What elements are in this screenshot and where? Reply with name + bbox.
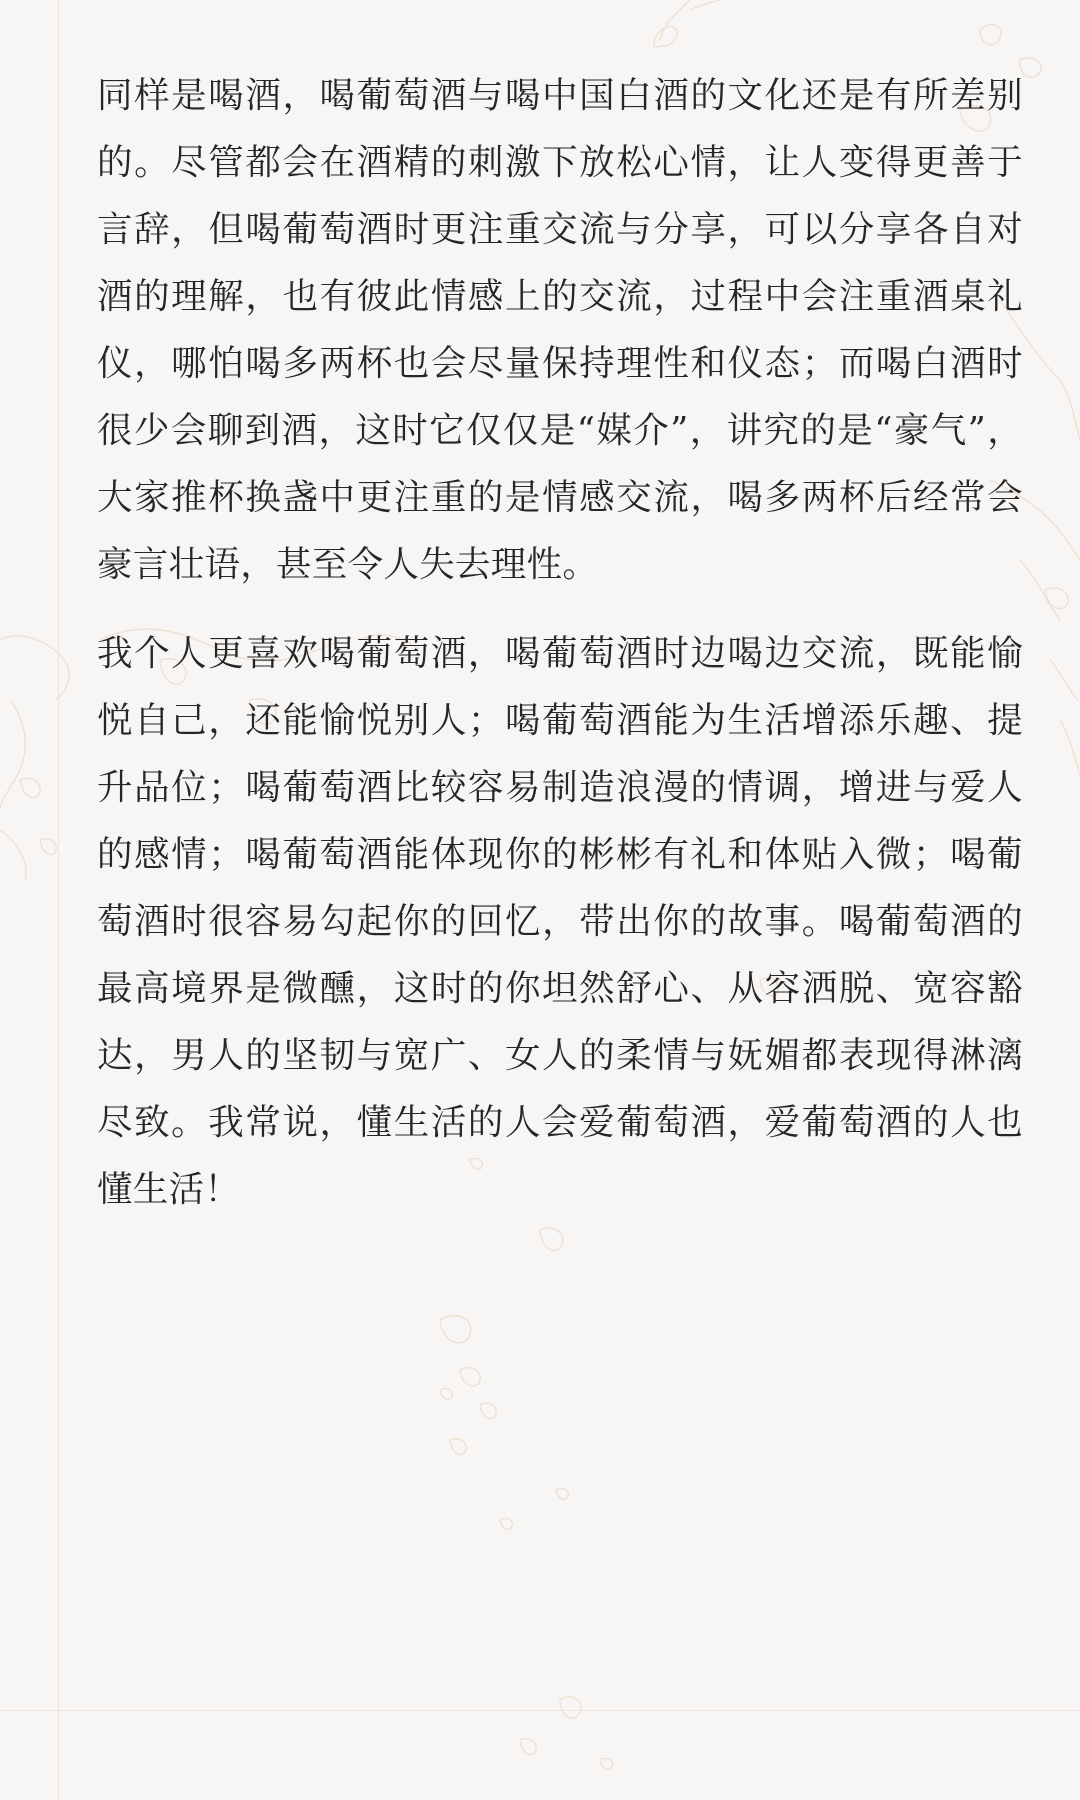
article-body [97, 62, 1023, 1245]
left-margin-line [58, 0, 59, 1800]
paragraph-2: 我个人更喜欢喝葡萄酒，喝葡萄酒时边喝边交流，既能愉悦自己，还能愉悦别人；喝葡萄酒能为生活增添乐趣、提升品位；喝葡萄酒比较容易制造浪漫的情调，增进与爱人的感情；喝葡萄酒能体现你的彬彬有礼和体贴入微；喝葡萄酒时很容易勾起你的回忆，带出你的故事。喝葡萄酒的最高境界是微醺，这时的你坦然舒心、从容洒脱、宽容豁达，男人的坚韧与宽广、女人的柔情与妩媚都表现得淋漓尽致。我常说，懂生活的人会爱葡萄酒，爱葡萄酒的人也懂生活！ [97, 633, 1023, 1210]
paragraph-1: 同样是喝酒，喝葡萄酒与喝中国白酒的文化还是有所差别的。尽管都会在酒精的刺激下放松心情，让人变得更善于言辞，但喝葡萄酒时更注重交流与分享，可以分享各自对酒的理解，也有彼此情感上的交流，过程中会注重酒桌礼仪，哪怕喝多两杯也会尽量保持理性和仪态；而喝白酒时很少会聊到酒，这时它仅仅是“媒介”，讲究的是“豪气”，大家推杯换盏中更注重的是情感交流，喝多两杯后经常会豪言壮语，甚至令人失去理性。 [97, 75, 1023, 585]
bottom-margin-line [0, 1710, 1080, 1711]
